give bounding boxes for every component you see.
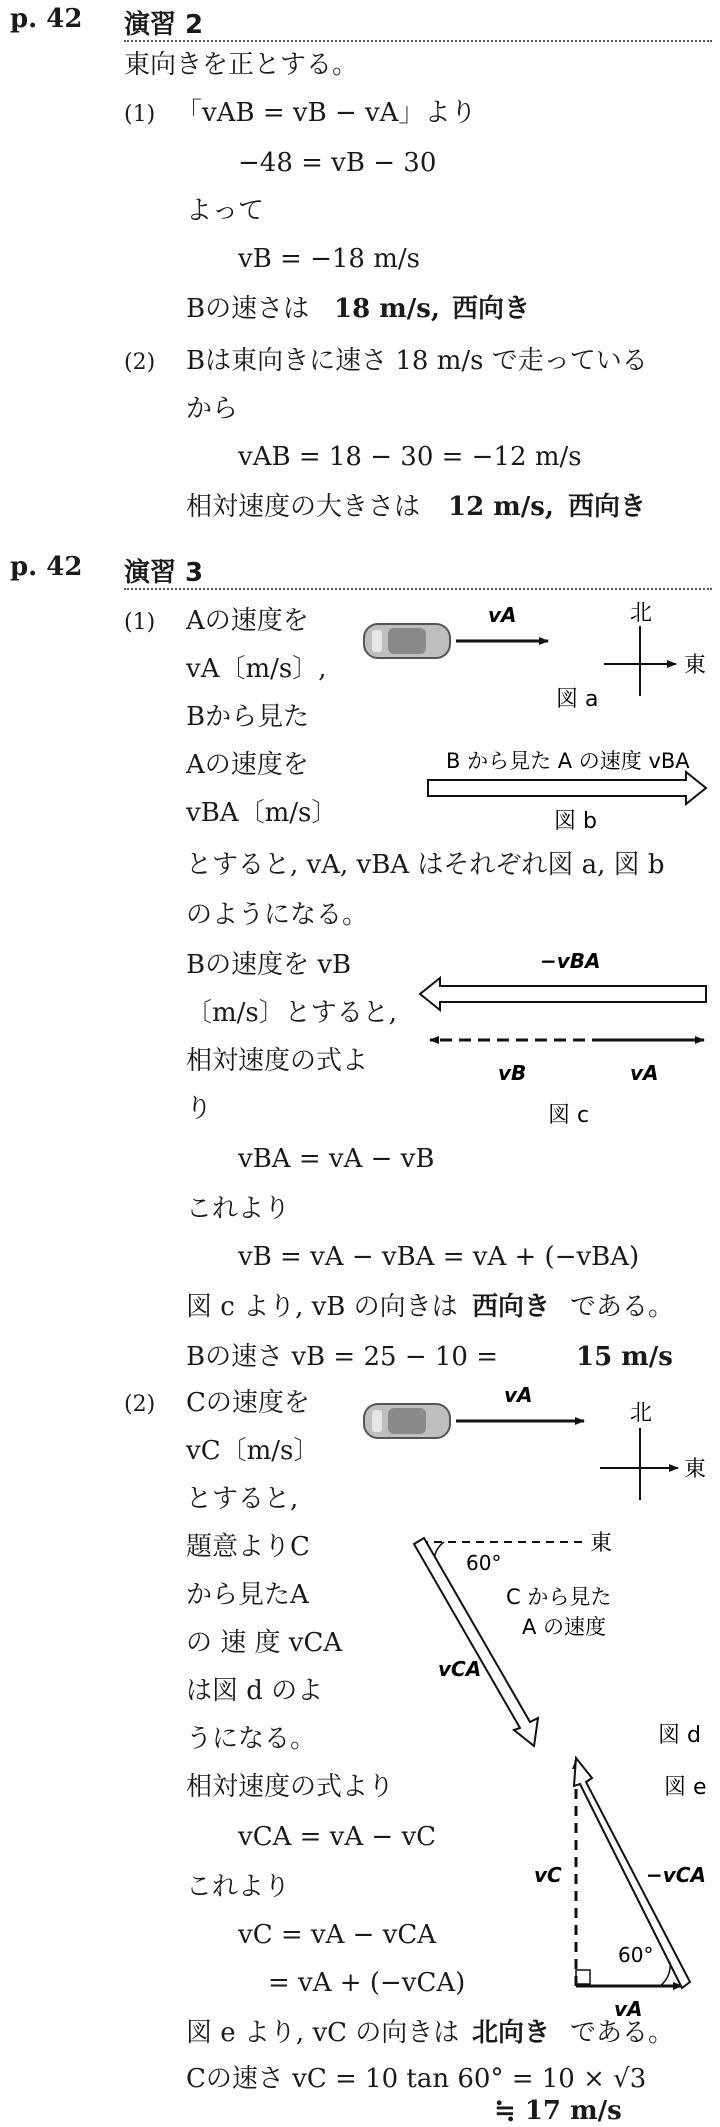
figure-caption: 図 b: [554, 809, 597, 834]
text-line: Cの速度を: [186, 1388, 310, 1418]
car-icon: [364, 1404, 450, 1438]
text-line: とすると, vA, vBA はそれぞれ図 a, 図 b: [186, 850, 665, 880]
text-line: 東向きを正とする。: [124, 50, 359, 80]
text-line: 相対速度の大きさは: [186, 492, 421, 522]
vector-label: vA: [504, 1383, 533, 1407]
exercise-title: 演習 3: [124, 558, 204, 588]
figure-caption: 図 c: [548, 1103, 590, 1128]
text-line: は図 d のよ: [186, 1676, 324, 1706]
text-line: から: [186, 394, 239, 424]
item-number: (1): [124, 102, 156, 127]
text-line: 相対速度の式よ: [186, 1046, 369, 1076]
text-line: 「vAB = vB − vA」より: [176, 98, 477, 128]
answer-bold: 西向き: [452, 294, 531, 324]
vector-label: vB: [498, 1061, 527, 1085]
exercise-title: 演習 2: [124, 10, 204, 40]
equation: −48 = vB − 30: [238, 148, 437, 178]
answer-bold: 15 m/s: [576, 1342, 673, 1372]
figure-caption: 図 d: [658, 1723, 701, 1748]
text-line: vA〔m/s〕,: [186, 654, 327, 684]
vector-label: vA: [614, 1997, 643, 2021]
text-line: うになる。: [186, 1724, 317, 1754]
text-line: から見たA: [186, 1580, 309, 1610]
equation: vBA = vA − vB: [238, 1144, 435, 1174]
angle-label: 60°: [466, 1551, 502, 1575]
equation: vC = vA − vCA: [238, 1920, 437, 1950]
text-line: vC〔m/s〕: [186, 1436, 320, 1466]
item-number: (2): [124, 350, 156, 375]
text-line: Bから見た: [186, 702, 310, 732]
text-line: のようになる。: [186, 900, 369, 930]
answer-bold: 西向き: [472, 1292, 551, 1322]
figure-caption: 図 e: [664, 1775, 707, 1800]
answer-bold: 12 m/s,: [448, 492, 554, 522]
text-line: 図 e より, vC の向きは: [186, 2018, 460, 2048]
east-label: 東: [684, 1457, 707, 1482]
answer-bold: 北向き: [472, 2018, 551, 2048]
text-line: 相対速度の式より: [186, 1772, 395, 1802]
text-line: Bの速度を vB: [186, 950, 352, 980]
answer-bold: 西向き: [568, 492, 647, 522]
text-line: Aの速度を: [186, 750, 309, 780]
text-line: 題意よりC: [186, 1532, 310, 1562]
equation: vB = −18 m/s: [238, 244, 420, 274]
east-label: 東: [684, 653, 707, 678]
figure-label: B から見た A の速度 vBA: [446, 749, 690, 773]
item-number: (1): [124, 610, 156, 635]
north-label: 北: [630, 1401, 653, 1426]
text-line: である。: [570, 1292, 675, 1322]
text-line: の 速 度 vCA: [186, 1628, 343, 1658]
text-line: とすると,: [186, 1484, 299, 1514]
text-line: Bの速さ vB = 25 − 10 =: [186, 1342, 499, 1372]
text-line: よって: [186, 196, 265, 226]
compass-icon: [600, 1428, 678, 1500]
figure-label: C から見た: [506, 1585, 612, 1609]
text-line: 図 c より, vB の向きは: [186, 1292, 458, 1322]
north-label: 北: [630, 601, 653, 626]
item-number: (2): [124, 1392, 156, 1417]
vector-label: −vBA: [540, 949, 601, 973]
angle-label: 60°: [618, 1943, 654, 1967]
text-line: Bは東向きに速さ 18 m/s で走っている: [186, 346, 648, 376]
equation: = vA + (−vCA): [268, 1968, 466, 1998]
text-line: Cの速さ vC = 10 tan 60° = 10 × √3: [186, 2064, 647, 2094]
answer-bold: 18 m/s,: [334, 294, 440, 324]
page-ref: p. 42: [10, 552, 83, 582]
text-line: これより: [186, 1194, 291, 1224]
text-line: 〔m/s〕とすると,: [186, 998, 398, 1028]
text-line: Bの速さは: [186, 294, 310, 324]
vector-label: vA: [488, 603, 517, 627]
text-line: Aの速度を: [186, 606, 309, 636]
angle-arc: [660, 1962, 670, 1986]
figure-caption: 図 a: [556, 687, 599, 712]
vector-label: −vCA: [646, 1863, 706, 1887]
page-ref: p. 42: [10, 4, 83, 34]
text-line: vBA〔m/s〕: [186, 798, 338, 828]
figure-label: A の速度: [522, 1615, 607, 1639]
equation: vAB = 18 − 30 = −12 m/s: [238, 442, 582, 472]
vector-label: vA: [630, 1061, 659, 1085]
text-line: である。: [570, 2018, 675, 2048]
east-label: 東: [590, 1531, 613, 1556]
equation: vB = vA − vBA = vA + (−vBA): [238, 1242, 640, 1272]
equation: vCA = vA − vC: [238, 1822, 437, 1852]
answer-bold: ≒ 17 m/s: [494, 2096, 622, 2126]
vector-label: vCA: [438, 1657, 482, 1681]
right-angle-mark: [576, 1970, 590, 1984]
vector-label: vC: [534, 1863, 562, 1887]
text-line: り: [186, 1094, 213, 1124]
text-line: これより: [186, 1872, 291, 1902]
